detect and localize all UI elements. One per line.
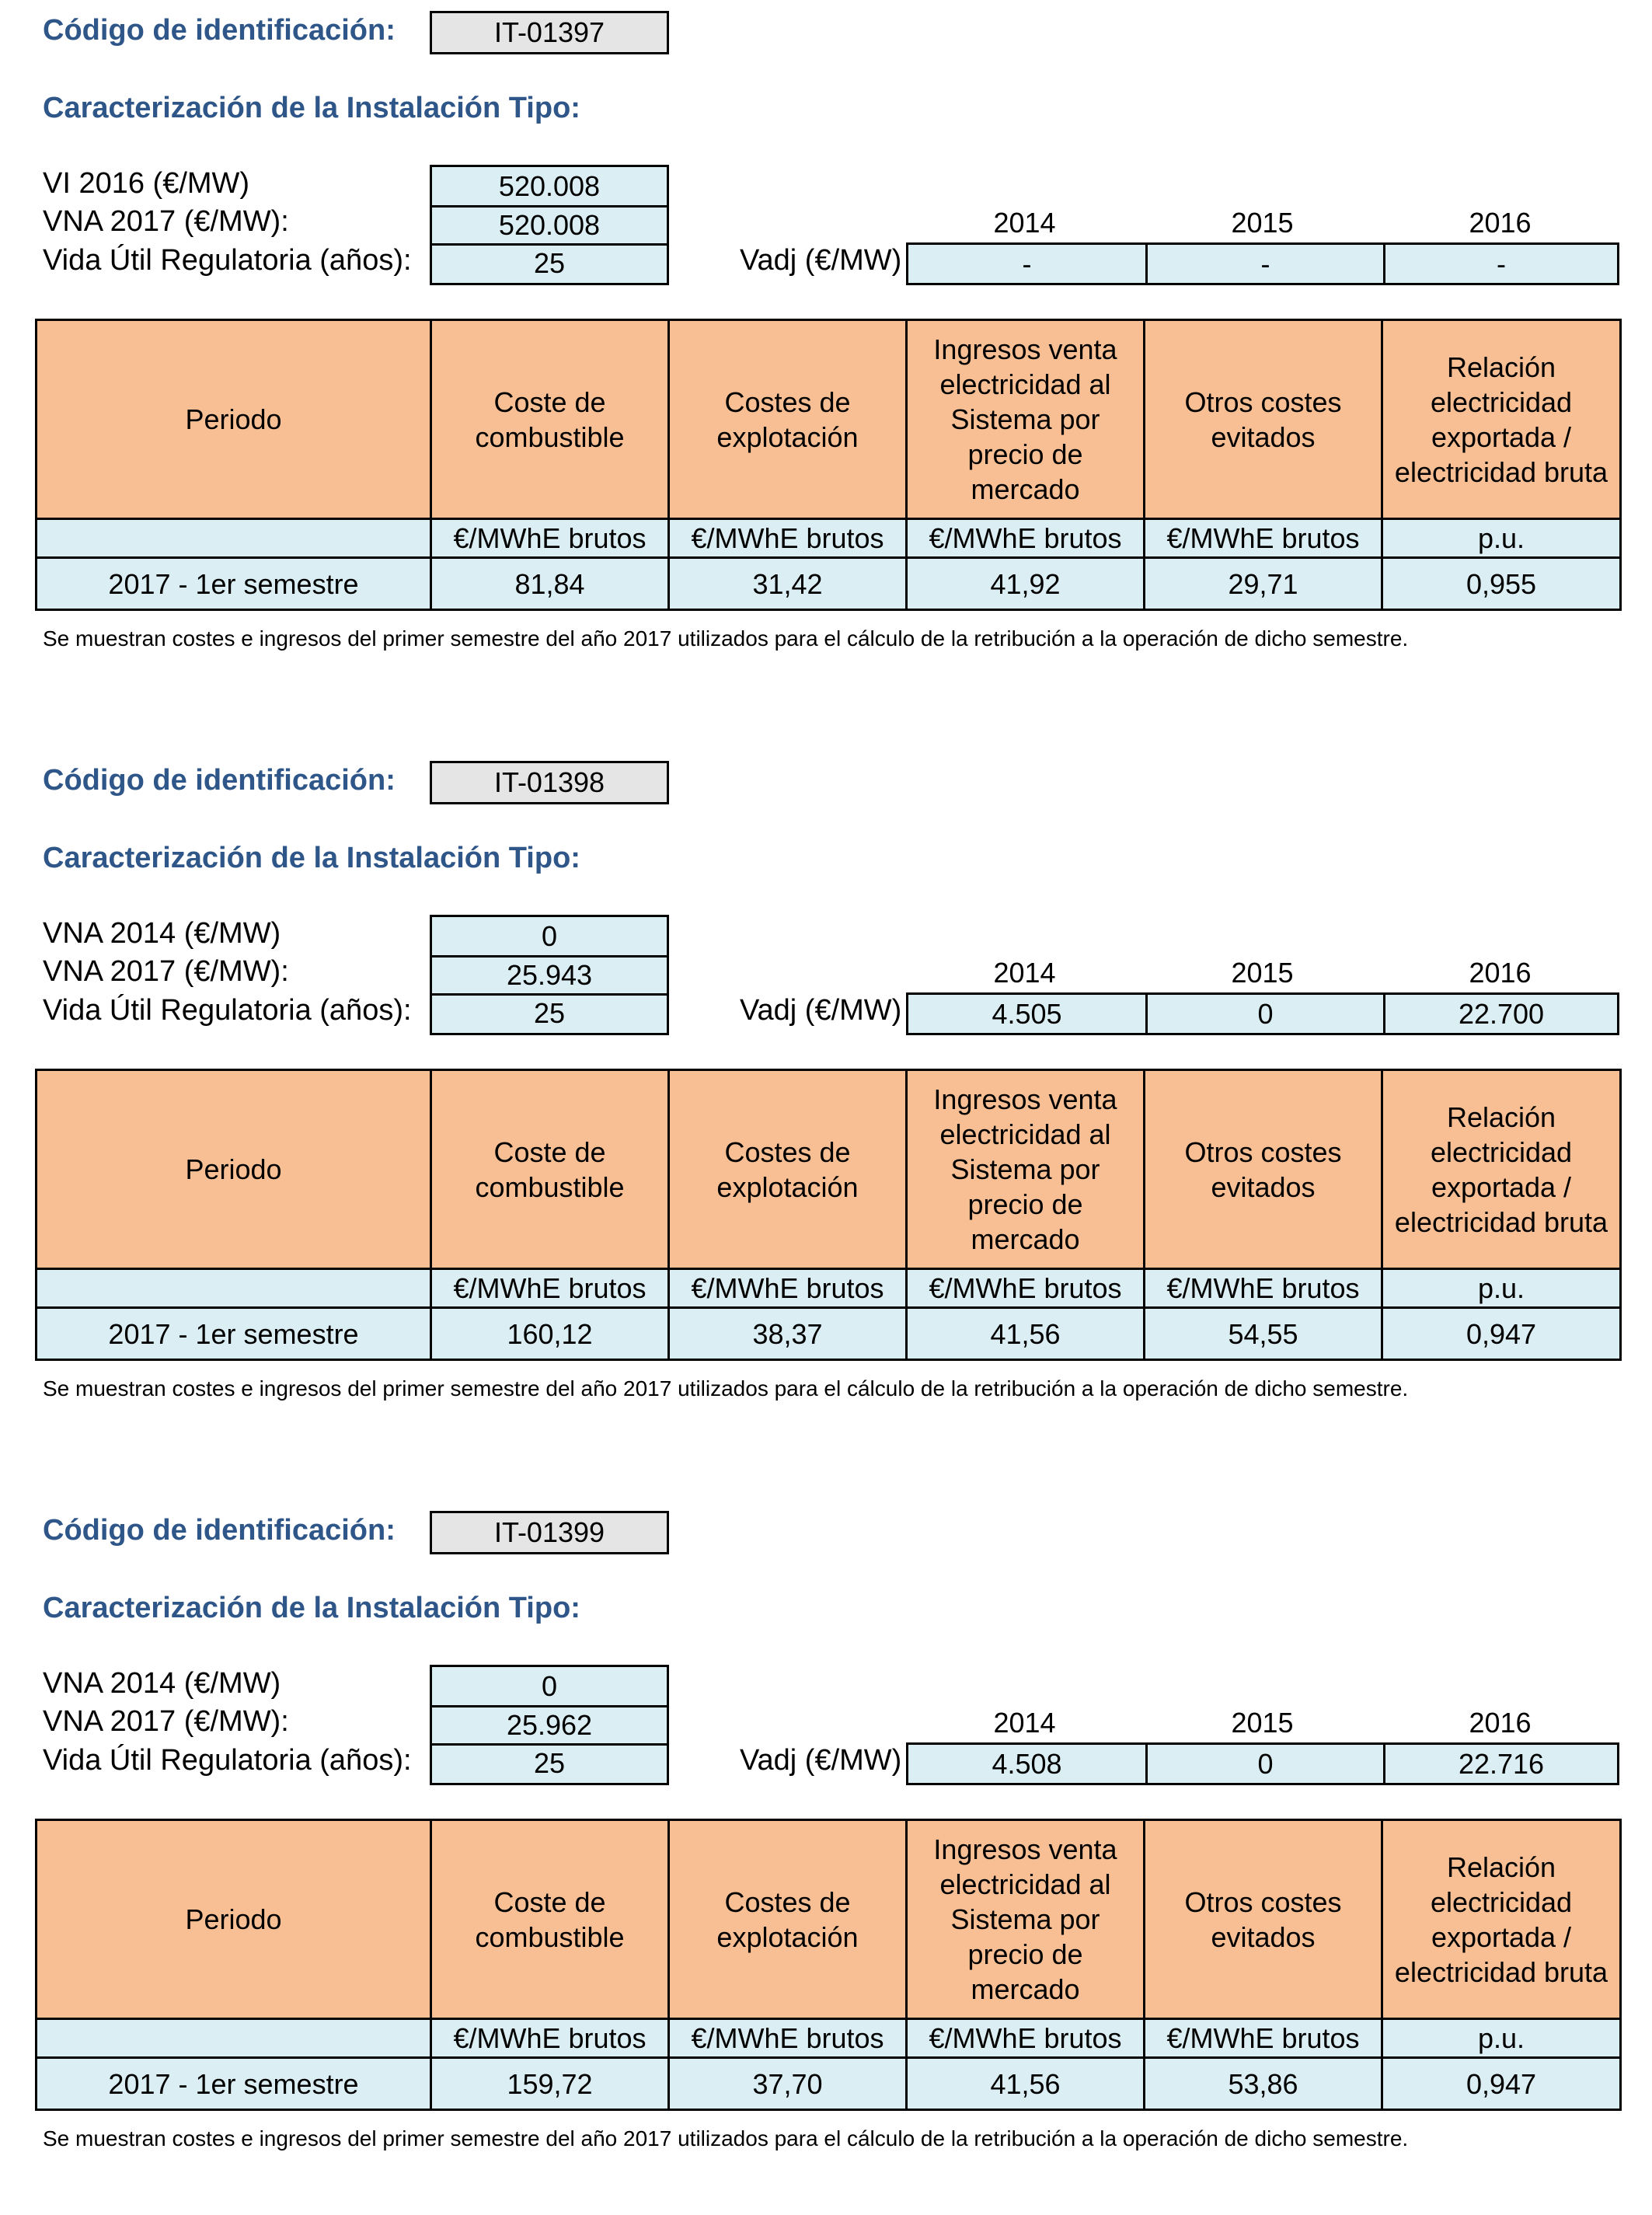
unit-cell: €/MWhE brutos [431, 2019, 669, 2058]
otros-costes-cell: 53,86 [1145, 2058, 1382, 2110]
vadj-2015-value: 0 [1145, 995, 1383, 1033]
year-2014-header: 2014 [993, 207, 1056, 239]
unit-cell: €/MWhE brutos [669, 519, 907, 558]
periodo-header: Periodo [37, 320, 431, 519]
unit-cell: p.u. [1382, 2019, 1621, 2058]
id-label: Código de identificación: [43, 14, 396, 47]
costes-explotacion-cell: 31,42 [669, 558, 907, 610]
unit-cell: p.u. [1382, 1269, 1621, 1308]
param2-label: VNA 2017 (€/MW): [43, 955, 289, 988]
units-row [37, 2019, 1621, 2058]
unit-cell: €/MWhE brutos [431, 519, 669, 558]
otros-costes-header: Otros costes evitados [1145, 1820, 1382, 2019]
table-header-row [37, 1820, 1621, 2019]
otros-costes-cell: 54,55 [1145, 1308, 1382, 1360]
units-periodo-cell [37, 519, 431, 558]
installation-section-3 [0, 1500, 1652, 2215]
table-row [37, 558, 1621, 610]
parameters-values [430, 165, 669, 285]
unit-cell: €/MWhE brutos [669, 1269, 907, 1308]
unit-cell: €/MWhE brutos [669, 2019, 907, 2058]
footnote: Se muestran costes e ingresos del primer semestre del año 2017 utilizados para el cálculo de la retribución a la operación de dicho semestre. [43, 626, 1409, 651]
vadj-values-row [906, 1742, 1619, 1785]
table-row [37, 1308, 1621, 1360]
vadj-values-row [906, 992, 1619, 1035]
coste-combustible-header: Coste de combustible [431, 320, 669, 519]
coste-combustible-cell: 81,84 [431, 558, 669, 610]
unit-cell: p.u. [1382, 519, 1621, 558]
ingresos-cell: 41,92 [907, 558, 1145, 610]
param1-value: 520.008 [498, 169, 601, 202]
coste-combustible-header: Coste de combustible [431, 1070, 669, 1269]
table-header-row [37, 320, 1621, 519]
year-2016-header: 2016 [1469, 1707, 1532, 1739]
ingresos-header: Ingresos venta electricidad al Sistema por precio de mercado [907, 320, 1145, 519]
installation-section-2 [0, 750, 1652, 1465]
costes-explotacion-cell: 37,70 [669, 2058, 907, 2110]
ingresos-cell: 41,56 [907, 1308, 1145, 1360]
relacion-cell: 0,947 [1382, 2058, 1621, 2110]
periodo-cell: 2017 - 1er semestre [37, 1308, 431, 1360]
caracterizacion-heading: Caracterización de la Instalación Tipo: [43, 842, 580, 874]
vida-util-label: Vida Útil Regulatoria (años): [43, 994, 412, 1027]
periodo-header: Periodo [37, 1820, 431, 2019]
vadj-2015-value: - [1145, 245, 1383, 283]
table-header-row [37, 1070, 1621, 1269]
relacion-cell: 0,955 [1382, 558, 1621, 610]
parameters-values [430, 915, 669, 1035]
units-periodo-cell [37, 1269, 431, 1308]
id-label: Código de identificación: [43, 1514, 396, 1547]
vadj-label: Vadj (€/MW) [740, 994, 902, 1027]
unit-cell: €/MWhE brutos [907, 2019, 1145, 2058]
vida-util-label: Vida Útil Regulatoria (años): [43, 1744, 412, 1777]
relacion-header: Relación electricidad exportada / electricidad bruta [1382, 1070, 1621, 1269]
year-2014-header: 2014 [993, 957, 1056, 989]
table-row [37, 2058, 1621, 2110]
param1-label: VNA 2014 (€/MW) [43, 1667, 281, 1700]
coste-combustible-header: Coste de combustible [431, 1820, 669, 2019]
otros-costes-header: Otros costes evitados [1145, 320, 1382, 519]
installation-section-1 [0, 0, 1652, 715]
vadj-label: Vadj (€/MW) [740, 244, 902, 277]
units-row [37, 1269, 1621, 1308]
id-code-box: IT-01397 [430, 11, 669, 54]
year-2015-header: 2015 [1231, 1707, 1294, 1739]
vida-util-value: 25 [432, 243, 667, 281]
id-label: Código de identificación: [43, 764, 396, 797]
id-code-box: IT-01398 [430, 761, 669, 804]
vida-util-value: 25 [432, 993, 667, 1031]
param2-value: 520.008 [432, 205, 667, 243]
param1-value: 0 [541, 919, 558, 952]
param2-value: 25.962 [432, 1705, 667, 1743]
param2-label: VNA 2017 (€/MW): [43, 205, 289, 238]
vadj-values-row [906, 242, 1619, 285]
year-2014-header: 2014 [993, 1707, 1056, 1739]
otros-costes-header: Otros costes evitados [1145, 1070, 1382, 1269]
caracterizacion-heading: Caracterización de la Instalación Tipo: [43, 1592, 580, 1624]
units-row [37, 519, 1621, 558]
param2-value: 25.943 [432, 955, 667, 993]
costes-explotacion-cell: 38,37 [669, 1308, 907, 1360]
vadj-2015-value: 0 [1145, 1745, 1383, 1783]
costs-table [35, 1069, 1622, 1361]
coste-combustible-cell: 159,72 [431, 2058, 669, 2110]
vadj-2014-value: 4.505 [992, 997, 1062, 1030]
units-periodo-cell [37, 2019, 431, 2058]
relacion-header: Relación electricidad exportada / electricidad bruta [1382, 320, 1621, 519]
unit-cell: €/MWhE brutos [1145, 2019, 1382, 2058]
vida-util-label: Vida Útil Regulatoria (años): [43, 244, 412, 277]
param1-value: 0 [541, 1669, 558, 1702]
year-2015-header: 2015 [1231, 957, 1294, 989]
unit-cell: €/MWhE brutos [907, 519, 1145, 558]
relacion-header: Relación electricidad exportada / electricidad bruta [1382, 1820, 1621, 2019]
caracterizacion-heading: Caracterización de la Instalación Tipo: [43, 92, 580, 124]
vadj-2016-value: 22.716 [1383, 1745, 1617, 1783]
unit-cell: €/MWhE brutos [1145, 519, 1382, 558]
costes-explotacion-header: Costes de explotación [669, 1820, 907, 2019]
unit-cell: €/MWhE brutos [907, 1269, 1145, 1308]
costs-table [35, 1819, 1622, 2111]
footnote: Se muestran costes e ingresos del primer semestre del año 2017 utilizados para el cálculo de la retribución a la operación de dicho semestre. [43, 2126, 1409, 2150]
periodo-cell: 2017 - 1er semestre [37, 558, 431, 610]
footnote: Se muestran costes e ingresos del primer semestre del año 2017 utilizados para el cálculo de la retribución a la operación de dicho semestre. [43, 1376, 1409, 1401]
otros-costes-cell: 29,71 [1145, 558, 1382, 610]
costs-table [35, 319, 1622, 611]
param1-label: VNA 2014 (€/MW) [43, 917, 281, 950]
vadj-2014-value: 4.508 [992, 1747, 1062, 1780]
ingresos-header: Ingresos venta electricidad al Sistema por precio de mercado [907, 1070, 1145, 1269]
costes-explotacion-header: Costes de explotación [669, 1070, 907, 1269]
vida-util-value: 25 [432, 1743, 667, 1781]
periodo-cell: 2017 - 1er semestre [37, 2058, 431, 2110]
year-2016-header: 2016 [1469, 207, 1532, 239]
vadj-2016-value: - [1383, 245, 1617, 283]
parameters-values [430, 1665, 669, 1785]
vadj-2014-value: - [1022, 247, 1032, 280]
relacion-cell: 0,947 [1382, 1308, 1621, 1360]
ingresos-cell: 41,56 [907, 2058, 1145, 2110]
param2-label: VNA 2017 (€/MW): [43, 1705, 289, 1738]
coste-combustible-cell: 160,12 [431, 1308, 669, 1360]
id-code-box: IT-01399 [430, 1511, 669, 1554]
vadj-2016-value: 22.700 [1383, 995, 1617, 1033]
vadj-label: Vadj (€/MW) [740, 1744, 902, 1777]
unit-cell: €/MWhE brutos [1145, 1269, 1382, 1308]
costes-explotacion-header: Costes de explotación [669, 320, 907, 519]
year-2015-header: 2015 [1231, 207, 1294, 239]
periodo-header: Periodo [37, 1070, 431, 1269]
ingresos-header: Ingresos venta electricidad al Sistema por precio de mercado [907, 1820, 1145, 2019]
param1-label: VI 2016 (€/MW) [43, 167, 250, 200]
unit-cell: €/MWhE brutos [431, 1269, 669, 1308]
year-2016-header: 2016 [1469, 957, 1532, 989]
